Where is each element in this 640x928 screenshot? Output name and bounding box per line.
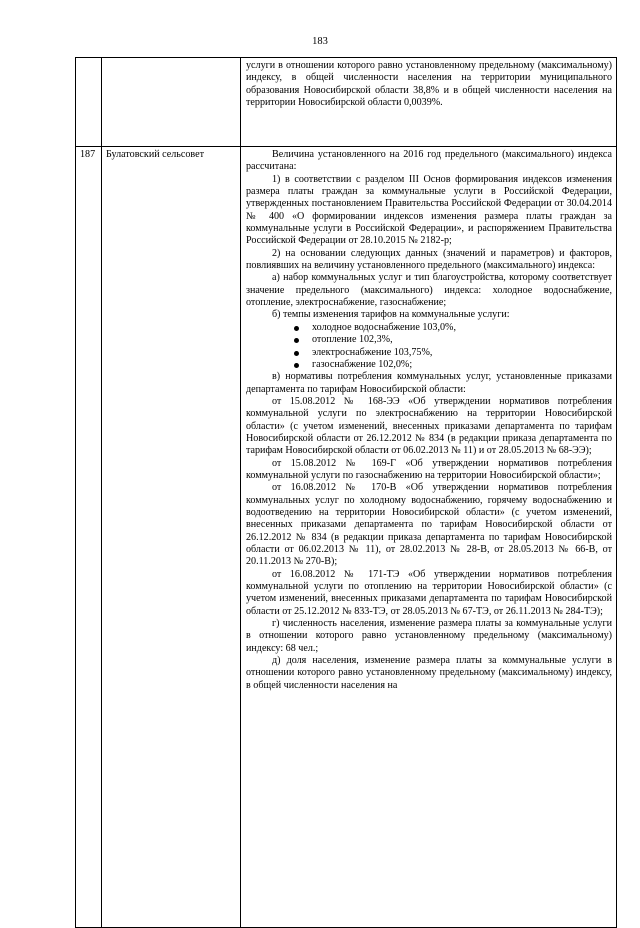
- description-paragraph: г) численность населения, изменение размера платы за коммунальные услуги в отношении которого равно установленному предельному (максимальному) индексу: 68 чел.;: [246, 618, 612, 654]
- description-paragraph: в) нормативы потребления коммунальных услуг, установленные приказами департамента по тарифам Новосибирской области:: [246, 371, 612, 395]
- description-paragraph: б) темпы изменения тарифов на коммунальные услуги:: [272, 309, 510, 321]
- description-paragraph: Величина установленного на 2016 год предельного (максимального) индекса рассчитана:: [246, 149, 612, 173]
- description-paragraph: 2) на основании следующих данных (значений и параметров) и факторов, повлиявших на величину установленного предельного (максимального) индекса:: [246, 247, 612, 272]
- municipality-name-cell: Булатовский сельсовет: [102, 147, 241, 928]
- page-number: 183: [312, 36, 328, 47]
- description-paragraph: от 16.08.2012 № 170-В «Об утверждении нормативов потребления коммунальных услуг по холодному водоснабжению, горячему водоснабжению и водоотведению на территории Новосибирской области» (с учетом изменений, внесенных приказами департамента по тарифам Новосибирской области от 26.12.2012 № 834 (в редакции приказа департамента по тарифам Новосибирской области от 06.02.2013 № 11), от 28.02.2013 № 28-В, от 28.05.2013 № 66-В, от 20.11.2013 № 270-В);: [246, 482, 612, 568]
- list-item: электроснабжение 103,75%,: [294, 347, 612, 359]
- list-item: газоснабжение 102,0%;: [294, 359, 612, 371]
- tariff-bullet-list: [246, 322, 612, 371]
- bullet-icon: [294, 338, 299, 343]
- description-cell: [241, 58, 617, 147]
- description-paragraph: 1) в соответствии с разделом III Основ формирования индексов изменения размера платы граждан за коммунальные услуги в Российской Федерации, утвержденных постановлением Правительства Российской Федерации от 30.04.2014 № 400 «О формировании индексов изменения размера платы граждан за коммунальные услуги в Российской Федерации», и распоряжением Правительства Российской Федерации от 28.10.2015 № 2182-р;: [246, 173, 612, 247]
- row-number-cell: 187: [76, 147, 102, 928]
- table-row: [76, 147, 617, 928]
- description-cell: [241, 147, 617, 928]
- description-paragraph: от 16.08.2012 № 171-ТЭ «Об утверждении нормативов потребления коммунальной услуги по отоплению на территории Новосибирской области» (с учетом изменений, внесенных приказами департамента по тарифам Новосибирской области от 25.12.2012 № 833-ТЭ, от 28.05.2013 № 67-ТЭ, от 26.11.2013 № 284-ТЭ);: [246, 568, 612, 617]
- municipality-index-table: [75, 57, 617, 928]
- description-paragraph: от 15.08.2012 № 168-ЭЭ «Об утверждении нормативов потребления коммунальной услуги по электроснабжению на территории Новосибирской области» (с учетом изменений, внесенных приказами департамента по тарифам Новосибирской области от 26.12.2012 № 834 (в редакции приказа департамента по тарифам Новосибирской области от 06.02.2013 № 11) и от 28.05.2013 № 68-ЭЭ);: [246, 395, 612, 457]
- bullet-icon: [294, 326, 299, 331]
- list-item: отопление 102,3%,: [294, 334, 612, 346]
- description-paragraph: а) набор коммунальных услуг и тип благоустройства, которому соответствует значение предельного (максимального) индекса: холодное водоснабжение, отопление, электроснабжение, газоснабжение;: [246, 272, 612, 309]
- list-item: холодное водоснабжение 103,0%,: [294, 322, 612, 334]
- bullet-icon: [294, 351, 299, 356]
- description-paragraph: от 15.08.2012 № 169-Г «Об утверждении нормативов потребления коммунальной услуги по газоснабжению на территории Новосибирской области»;: [246, 457, 612, 481]
- row-number-cell: [76, 58, 102, 147]
- bullet-icon: [294, 363, 299, 368]
- description-paragraph: д) доля населения, изменение размера платы за коммунальные услуги в отношении которого равно установленному предельному (максимальному) индексу, в общей численности населения на: [246, 655, 612, 691]
- municipality-name-cell: [102, 58, 241, 147]
- table-row: [76, 58, 617, 147]
- description-paragraph: услуги в отношении которого равно установленному предельному (максимальному) индексу, в общей численности населения на территории муниципального образования Новосибирской области 38,8% и в общей численности населения на территории Новосибирской области 0,0039%.: [246, 60, 612, 109]
